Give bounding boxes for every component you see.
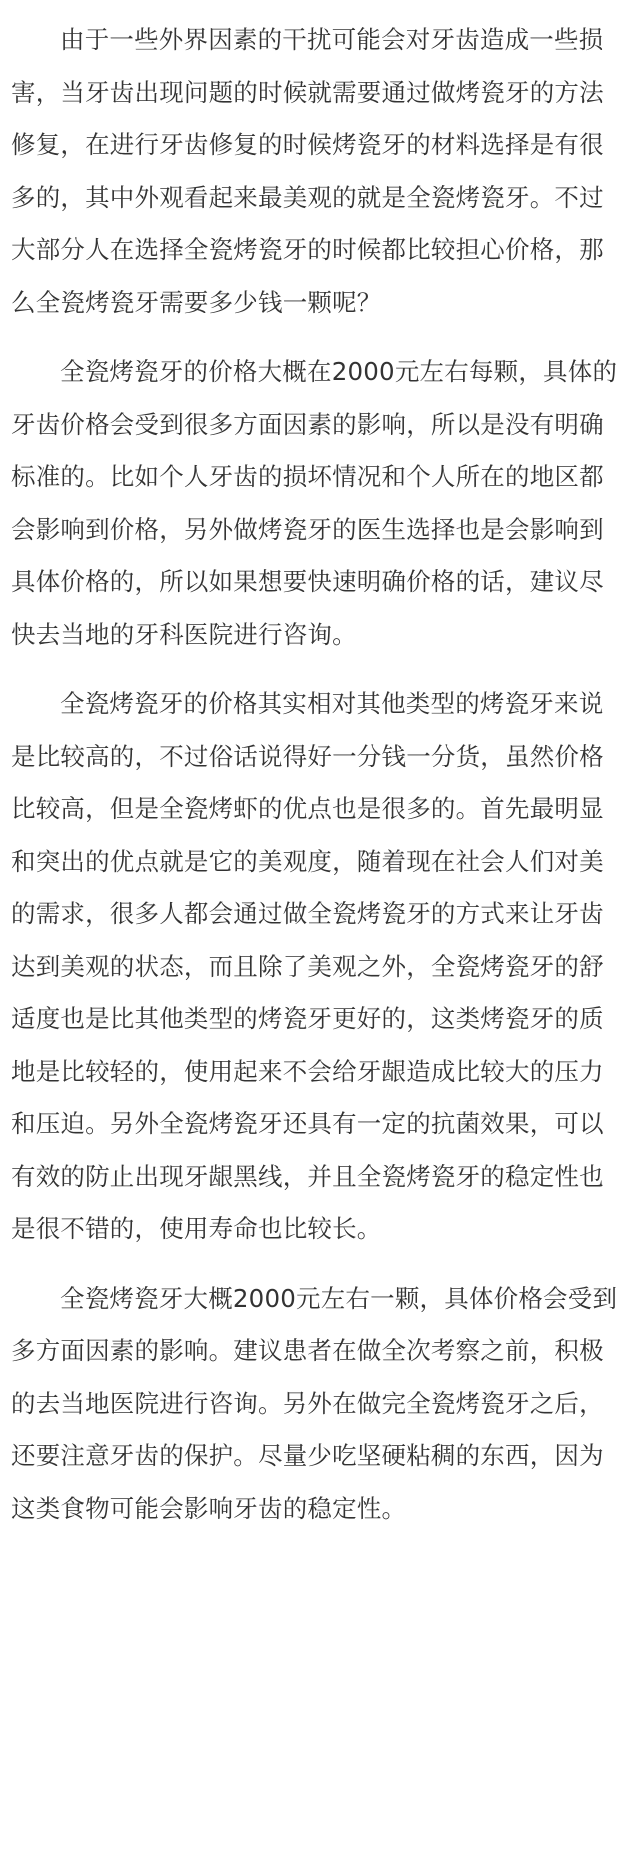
paragraph-summary: 全瓷烤瓷牙大概2000元左右一颗，具体价格会受到多方面因素的影响。建议患者在做全次考察之前，积极的去当地医院进行咨询。另外在做完全瓷烤瓷牙之后，还要注意牙齿的保护。尽量少吃坚硬粘稠的东西，因为这类食物可能会影响牙齿的稳定性。 [11,1283,618,1523]
paragraph-intro: 由于一些外界因素的干扰可能会对牙齿造成一些损害，当牙齿出现问题的时候就需要通过做烤瓷牙的方法修复，在进行牙齿修复的时候烤瓷牙的材料选择是有很多的，其中外观看起来最美观的就是全瓷烤瓷牙。不过大部分人在选择全瓷烤瓷牙的时候都比较担心价格，那么全瓷烤瓷牙需要多少钱一颗呢？ [11,25,604,317]
paragraph-advantages: 全瓷烤瓷牙的价格其实相对其他类型的烤瓷牙来说是比较高的，不过俗话说得好一分钱一分货，虽然价格比较高，但是全瓷烤虾的优点也是很多的。首先最明显和突出的优点就是它的美观度，随着现在社会人们对美的需求，很多人都会通过做全瓷烤瓷牙的方式来让牙齿达到美观的状态，而且除了美观之外，全瓷烤瓷牙的舒适度也是比其他类型的烤瓷牙更好的，这类烤瓷牙的质地是比较轻的，使用起来不会给牙龈造成比较大的压力和压迫。另外全瓷烤瓷牙还具有一定的抗菌效果，可以有效的防止出现牙龈黑线，并且全瓷烤瓷牙的稳定性也是很不错的，使用寿命也比较长。 [11,689,604,1243]
paragraph-price: 全瓷烤瓷牙的价格大概在2000元左右每颗，具体的牙齿价格会受到很多方面因素的影响，所以是没有明确标准的。比如个人牙齿的损坏情况和个人所在的地区都会影响到价格，另外做烤瓷牙的医生选择也是会影响到具体价格的，所以如果想要快速明确价格的话，建议尽快去当地的牙科医院进行咨询。 [11,357,618,649]
